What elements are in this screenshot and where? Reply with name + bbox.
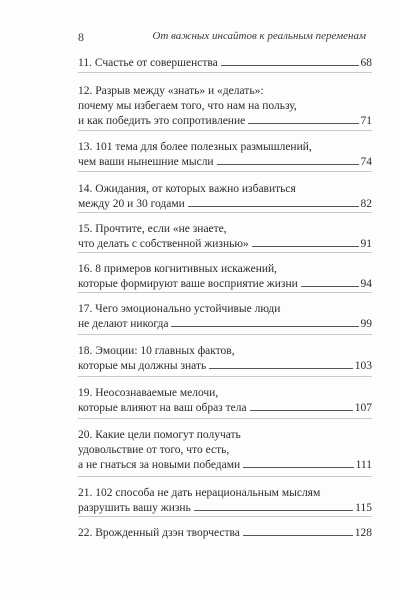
- toc-page-number: 71: [360, 115, 372, 127]
- toc-entry-line: [78, 401, 372, 416]
- toc-entry-line: [78, 526, 372, 541]
- toc-entry-title: которые влияют на ваш образ тела: [78, 402, 247, 414]
- toc-entry-title: 22. Врожденный дзэн творчества: [78, 527, 240, 539]
- toc-entry-line: [78, 501, 372, 516]
- toc-entry-title: удовольствие от того, что есть,: [78, 444, 230, 456]
- toc-entry: [78, 486, 372, 516]
- toc-entry-line: [78, 56, 372, 71]
- toc-page-number: 128: [354, 527, 372, 539]
- toc-leader-line: [301, 286, 359, 287]
- toc-separator: [78, 334, 372, 335]
- toc-page-number: 99: [360, 318, 372, 330]
- toc-separator: [78, 72, 372, 73]
- toc-entry-title: 21. 102 способа не дать нерациональным мыслям: [78, 487, 321, 499]
- toc-page-number: 103: [354, 360, 372, 372]
- toc-leader-line: [221, 65, 359, 66]
- toc-entry: [78, 344, 372, 374]
- toc-separator: [78, 252, 372, 253]
- toc-leader-line: [252, 246, 359, 247]
- toc-entry-title: почему мы избегаем того, что нам на пользу,: [78, 100, 297, 112]
- toc-entry-title: 11. Счастье от совершенства: [78, 57, 218, 69]
- toc-entry-title: между 20 и 30 годами: [78, 198, 185, 210]
- toc-entry-line: [78, 443, 372, 458]
- toc-page-number: 91: [360, 238, 372, 250]
- toc-entry-line: [78, 277, 372, 292]
- toc-entry-title: не делают никогда: [78, 318, 169, 330]
- toc-leader-line: [243, 535, 353, 536]
- toc-entry-title: что делать с собственной жизнью»: [78, 238, 249, 250]
- toc-entry-line: [78, 458, 372, 473]
- toc-entry-title: 17. Чего эмоционально устойчивые люди: [78, 303, 281, 315]
- toc-entry: [78, 428, 372, 473]
- toc-entry-title: которые мы должны знать: [78, 360, 207, 372]
- toc-separator: [78, 376, 372, 377]
- toc-leader-line: [188, 206, 359, 207]
- toc-leader-line: [194, 510, 353, 511]
- toc-entry-line: [78, 262, 372, 277]
- toc-page-number: 111: [355, 459, 372, 471]
- toc-entry-title: 20. Какие цели помогут получать: [78, 429, 241, 441]
- toc-entry-line: [78, 114, 372, 129]
- toc-entry: [78, 182, 372, 212]
- page-number: 8: [78, 30, 84, 44]
- toc-entry-line: [78, 140, 372, 155]
- toc-entry-title: 12. Разрыв между «знать» и «делать»:: [78, 85, 264, 97]
- toc-entry-title: 15. Прочтите, если «не знаете,: [78, 223, 227, 235]
- table-of-contents: [78, 56, 372, 556]
- toc-page-number: 107: [354, 402, 372, 414]
- toc-entry-line: [78, 386, 372, 401]
- toc-leader-line: [217, 164, 359, 165]
- toc-entry-title: 13. 101 тема для более полезных размышлений,: [78, 141, 312, 153]
- toc-entry-line: [78, 237, 372, 252]
- toc-entry: [78, 140, 372, 170]
- toc-entry-title: 14. Ожидания, от которых важно избавиться: [78, 183, 296, 195]
- toc-page-number: 74: [360, 156, 372, 168]
- toc-entry-title: 18. Эмоции: 10 главных фактов,: [78, 345, 235, 357]
- toc-entry: [78, 262, 372, 292]
- toc-leader-line: [243, 467, 353, 468]
- toc-entry-title: чем ваши нынешние мысли: [78, 156, 214, 168]
- toc-entry-line: [78, 486, 372, 501]
- toc-separator: [78, 476, 372, 477]
- toc-entry-line: [78, 182, 372, 197]
- toc-page-number: 68: [360, 57, 372, 69]
- toc-entry-line: [78, 359, 372, 374]
- toc-page-number: 115: [355, 502, 372, 514]
- toc-entry-title: 16. 8 примеров когнитивных искажений,: [78, 263, 278, 275]
- toc-separator: [78, 292, 372, 293]
- toc-separator: [78, 171, 372, 172]
- toc-entry: [78, 222, 372, 252]
- toc-leader-line: [248, 123, 358, 124]
- toc-entry-line: [78, 428, 372, 443]
- toc-leader-line: [171, 326, 358, 327]
- toc-entry-line: [78, 99, 372, 114]
- toc-entry-line: [78, 155, 372, 170]
- toc-separator: [78, 516, 372, 517]
- toc-entry-line: [78, 222, 372, 237]
- toc-separator: [78, 130, 372, 131]
- toc-entry-line: [78, 317, 372, 332]
- toc-separator: [78, 418, 372, 419]
- toc-entry-title: 19. Неосознаваемые мелочи,: [78, 387, 219, 399]
- toc-leader-line: [250, 410, 353, 411]
- running-title: От важных инсайтов к реальным переменам: [152, 30, 366, 42]
- toc-entry-title: и как победить это сопротивление: [78, 115, 246, 127]
- toc-entry-line: [78, 84, 372, 99]
- page-header: [0, 30, 400, 46]
- toc-entry: [78, 302, 372, 332]
- toc-entry: [78, 386, 372, 416]
- toc-page-number: 94: [360, 278, 372, 290]
- toc-entry: [78, 84, 372, 129]
- toc-entry-line: [78, 302, 372, 317]
- toc-entry-line: [78, 344, 372, 359]
- toc-separator: [78, 212, 372, 213]
- toc-entry: [78, 526, 372, 541]
- toc-entry-title: которые формируют ваше восприятие жизни: [78, 278, 298, 290]
- toc-entry-title: разрушить вашу жизнь: [78, 502, 191, 514]
- toc-page-number: 82: [360, 198, 372, 210]
- toc-leader-line: [209, 368, 353, 369]
- toc-entry-title: а не гнаться за новыми победами: [78, 459, 241, 471]
- toc-entry-line: [78, 197, 372, 212]
- toc-entry: [78, 56, 372, 71]
